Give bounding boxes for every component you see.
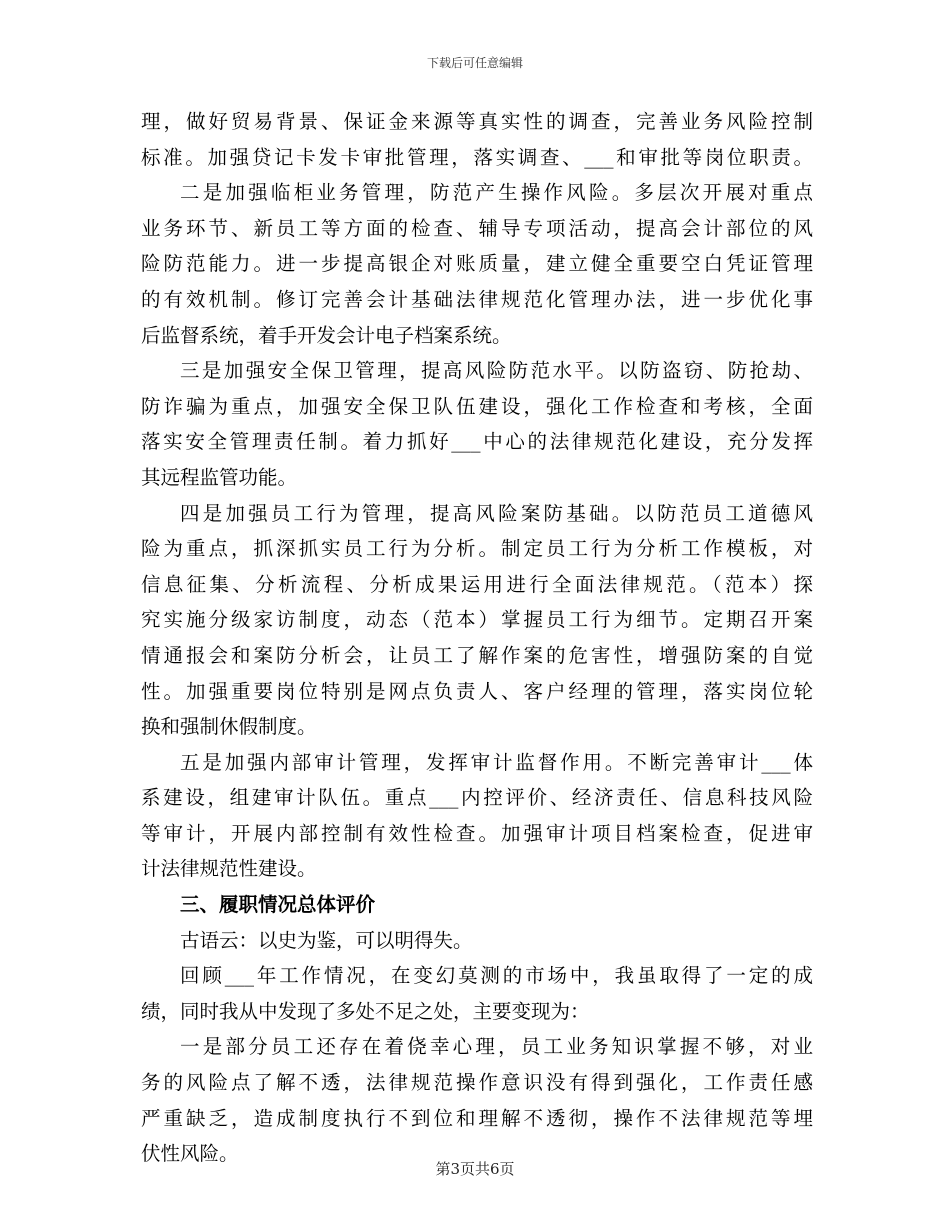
text-line: 一是部分员工还存在着侥幸心理，员工业务知识掌握不够，对业 (180, 1035, 813, 1059)
text-line: 系建设，组建审计队伍。重点___内控评价、经济责任、信息科技风险 (141, 786, 813, 810)
document-body (141, 104, 813, 1172)
text-line: 等审计，开展内部控制有效性检查。加强审计项目档案检查，促进审 (141, 821, 813, 845)
text-line: 其远程监管功能。 (141, 465, 298, 489)
text-line: 防诈骗为重点，加强安全保卫队伍建设，强化工作检查和考核，全面 (141, 394, 813, 418)
text-line: 严重缺乏，造成制度执行不到位和理解不透彻，操作不法律规范等埋 (141, 1106, 813, 1130)
text-line: 后监督系统，着手开发会计电子档案系统。 (141, 323, 512, 347)
text-line: 落实安全管理责任制。着力抓好___中心的法律规范化建设，充分发挥 (141, 430, 813, 454)
text-line: 标准。加强贷记卡发卡审批管理，落实调查、___和审批等岗位职责。 (141, 145, 813, 169)
text-line: 究实施分级家访制度，动态（范本）掌握员工行为细节。定期召开案 (141, 608, 813, 632)
text-line: 计法律规范性建设。 (141, 857, 317, 881)
page-header: 下载后可任意编辑 (426, 56, 523, 70)
text-line: 古语云：以史为鉴，可以明得失。 (180, 928, 473, 952)
text-line: 业务环节、新员工等方面的检查、辅导专项活动，提高会计部位的风 (141, 216, 813, 240)
text-line: 四是加强员工行为管理，提高风险案防基础。以防范员工道德风 (180, 501, 813, 525)
text-line: 险为重点，抓深抓实员工行为分析。制定员工行为分析工作模板，对 (141, 537, 813, 561)
text-line: 险防范能力。进一步提高银企对账质量，建立健全重要空白凭证管理 (141, 252, 813, 276)
text-line: 回顾___年工作情况，在变幻莫测的市场中，我虽取得了一定的成 (180, 964, 813, 988)
text-line: 的有效机制。修订完善会计基础法律规范化管理办法，进一步优化事 (141, 287, 813, 311)
text-line: 情通报会和案防分析会，让员工了解作案的危害性，增强防案的自觉 (141, 643, 813, 667)
text-line: 换和强制休假制度。 (141, 715, 317, 739)
text-line: 伏性风险。 (141, 1142, 239, 1166)
text-line: 性。加强重要岗位特别是网点负责人、客户经理的管理，落实岗位轮 (141, 679, 813, 703)
text-line: 理，做好贸易背景、保证金来源等真实性的调查，完善业务风险控制 (141, 110, 813, 133)
text-line: 务的风险点了解不透，法律规范操作意识没有得到强化，工作责任感 (141, 1071, 813, 1095)
text-line: 三是加强安全保卫管理，提高风险防范水平。以防盗窃、防抢劫、 (180, 359, 813, 383)
text-line: 二是加强临柜业务管理，防范产生操作风险。多层次开展对重点 (180, 181, 813, 205)
text-line: 信息征集、分析流程、分析成果运用进行全面法律规范。（范本）探 (141, 572, 813, 596)
page-footer: 第3页共6页 (435, 1160, 515, 1178)
text-line: 绩，同时我从中发现了多处不足之处，主要变现为： (141, 999, 590, 1023)
text-line: 五是加强内部审计管理，发挥审计监督作用。不断完善审计___体 (180, 750, 813, 774)
section-heading: 三、履职情况总体评价 (180, 893, 376, 917)
